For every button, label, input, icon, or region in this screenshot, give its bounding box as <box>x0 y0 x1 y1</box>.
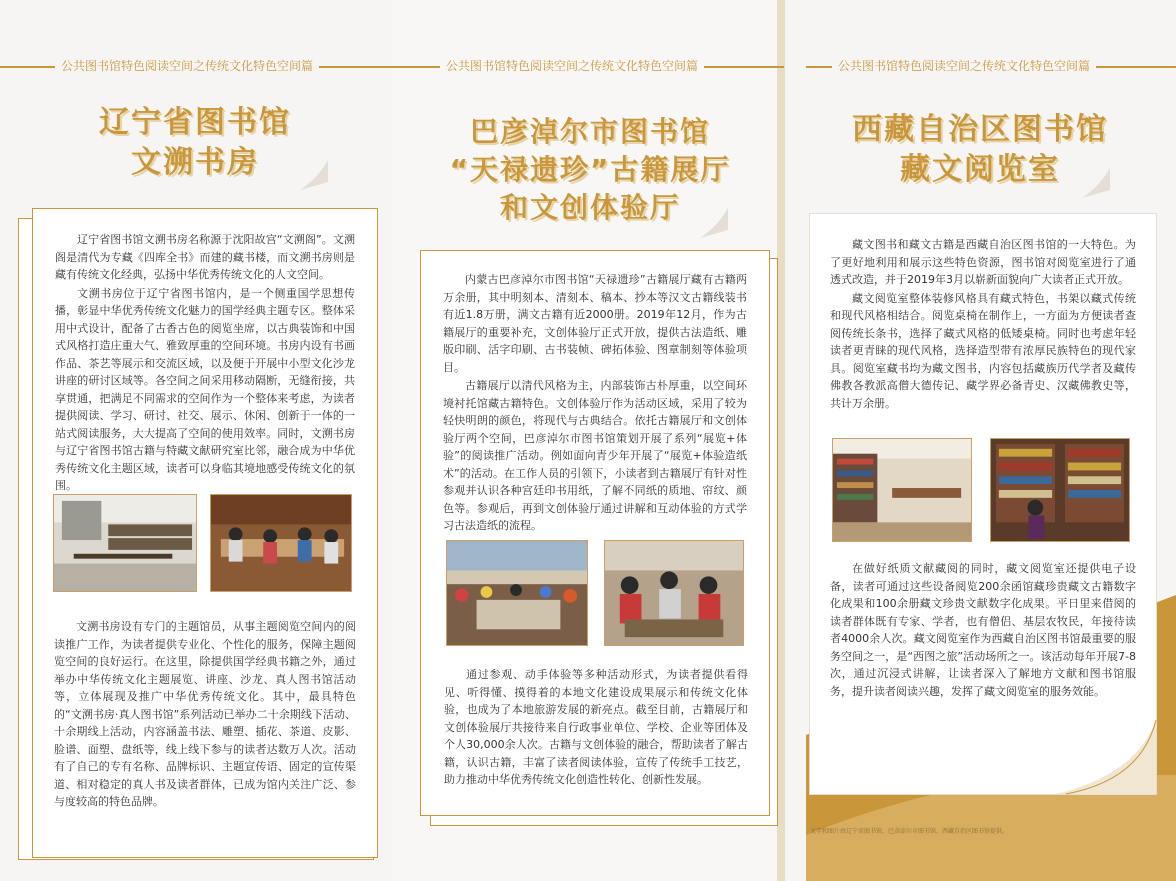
panel2-para3: 通过参观、动手体验等多种活动形式，为读者提供看得见、听得懂、摸得着的本地文化建设成果展示和传统文化体验，也成为了本地旅游发展的新亮点。截至目前，古籍展厅和文创体验展厅共接待来自行政事业单位、学校、企业等团体及个人30,000余人次。古籍与文创体验的融合，帮助读者了解古籍，认识古籍，丰富了读者阅读体验，宣传了传统手工技艺，助力推动中华优秀传统文化创造性转化、创新性发展。 <box>444 668 748 786</box>
panel3-title-line2: 藏文阅览室 <box>900 152 1060 187</box>
panel1-title-line2: 文溯书房 <box>131 145 259 180</box>
panel3-title-line1: 西藏自治区图书馆 <box>852 112 1108 147</box>
photo-credit: 文字和图片由辽宁省图书馆、巴彦淖尔市图书馆、西藏自治区图书馆提供。 <box>810 828 1009 835</box>
fold-corner-icon <box>300 160 330 190</box>
panel3-para2: 藏文阅览室整体装修风格具有藏式特色，书架以藏式传统和现代风格相结合。阅览桌椅在制作上，一方面为方便读者查阅传统长条书，选择了藏式风格的低矮桌椅。同时也考虑年轻读者更青睐的现代风格，选择造型带有浓厚民族特色的现代家具。阅览室藏书均为藏文图书，内容包括藏族历代学者及藏传佛教各教派高僧大德传记、藏学界必备青史、汉藏佛教史等，共计万余册。 <box>830 291 1136 410</box>
panel1-title-line1: 辽宁省图书馆 <box>99 105 291 140</box>
panel1-lower-text <box>54 618 356 811</box>
photo-tibetan-bookshelves <box>990 438 1130 542</box>
header-text-1: 公共图书馆特色阅读空间之传统文化特色空间篇 <box>55 57 319 74</box>
photo-tibetan-reading-room <box>832 438 972 542</box>
fold-corner-icon <box>700 208 730 238</box>
fold-corner-icon <box>1082 168 1112 198</box>
panel3-lower-text <box>830 560 1136 700</box>
panel1-para2: 文溯书房位于辽宁省图书馆内，是一个侧重国学思想传播，彰显中华优秀传统文化魅力的国学经典主题专区。整体采用中式设计，配备了古香古色的阅览坐席，以古典装饰和中国式风格打造庄重大气、雅致厚重的空间环境。书房内设有书画作品、茶艺等展示和交流区域，以及便于开展中小型文化沙龙讲座的研讨区域等。各空间之间采用移动隔断，无缝衔接，共享贯通，把满足不同需求的空间作为一个整体来考虑，为读者提供阅读、学习、研讨、社交、展示、休闲、创新于一体的一站式阅读服务，大大提高了空间的使用效率。同时，文溯书房与辽宁省图书馆古籍与特藏文献研究室比邻，融合成为中华优秀传统文化主题区域，读者可以身临其境地感受传统文化的氛围。 <box>55 286 355 492</box>
header-text-2: 公共图书馆特色阅读空间之传统文化特色空间篇 <box>440 57 704 74</box>
panel1-para3: 文溯书房设有专门的主题馆员，从事主题阅览空间内的阅读推广工作，为读者提供专业化、个性化的服务，保障主题阅览空间的良好运行。在这里，除提供国学经典书籍之外，通过举办中华传统文化主题展览、讲座、沙龙、真人图书馆活动等，立体展现及推广中华优秀传统文化。其中，最具特色的“文溯书房·真人图书馆”系列活动已举办二十余期线下活动、十余期线上活动，内容涵盖书法、雕塑、插花、茶道、皮影、脸谱、面塑、盘纸等，线上线下参与的读者达数万人次。活动有了自己的专有名称、品牌标识、主题宣传语、固定的宣传渠道、相对稳定的真人书及读者群体，已成为馆内关注广泛、参与度较高的特色品牌。 <box>54 620 356 808</box>
panel2-para1: 内蒙古巴彦淖尔市图书馆“天禄遗珍”古籍展厅藏有古籍两万余册，其中明刻本、清刻本、稿本、抄本等汉文古籍线装书有近1.8万册，满文古籍有近2000册。2019年12月，作为古籍展厅的重要补充，文创体验厅正式开放，提供古法造纸、雕版印刷、活字印刷、古书装帧、碑拓体验、图章制刻等体验项目。 <box>443 273 747 374</box>
panel2-title-line2: “天禄遗珍”古籍展厅 <box>449 153 731 186</box>
photo-papermaking-workshop <box>604 540 744 646</box>
panel3-para3: 在做好纸质文献藏阅的同时，藏文阅览室还提供电子设备，读者可通过这些设备阅览200余函馆藏珍贵藏文古籍数字化成果和100余册藏文珍贵文献数字化成果。平日里来借阅的读者群体既有专家、学者，也有僧侣、基层农牧民，年接待读者4000余人次。藏文阅览室作为西藏自治区图书馆最重要的服务空间之一，是“西图之旅”活动场所之一。该活动每年开展7-8次，通过沉浸式讲解，让读者深入了解地方文献和图书馆服务，提升读者阅读兴趣，发挥了藏文阅览室的服务效能。 <box>830 562 1136 698</box>
panel2-title-line3: 和文创体验厅 <box>499 191 680 224</box>
panel1-para1: 辽宁省图书馆文溯书房名称源于沈阳故宫“文溯阁”。文溯阁是清代为专藏《四库全书》而建的藏书楼，而文溯书房则是藏有传统文化经典，弘扬中华优秀传统文化的人文空间。 <box>55 233 355 281</box>
photo-children-activity <box>210 494 352 592</box>
photo-exhibition-hall <box>446 540 588 646</box>
page-gutter <box>777 0 785 881</box>
panel2-lower-text <box>444 666 748 789</box>
panel3-para1: 藏文图书和藏文古籍是西藏自治区图书馆的一大特色。为了更好地利用和展示这些特色资源，图书馆对阅览室进行了通透式改造，并于2019年3月以崭新面貌向广大读者正式开放。 <box>830 238 1136 286</box>
page-curl-icon <box>1056 720 1176 820</box>
photo-reading-room <box>53 494 197 592</box>
panel2-para2: 古籍展厅以清代风格为主，内部装饰古朴厚重，以空间环境衬托馆藏古籍特色。文创体验厅作为活动区域，采用了较为轻快明朗的颜色，将现代与古典结合。依托古籍展厅和文创体验厅两个空间，巴彦淖尔市图书馆策划开展了系列“展览+体验”的阅读推广活动。例如面向青少年开展了“展览+体验造纸术”的活动。在工作人员的引领下，小读者到古籍展厅有针对性参观并认识各种宫廷印书用纸，了解不同纸的质地、帘纹、颜色等。参观后，再到文创体验厅通过讲解和互动体验的方式学习古法造纸的流程。 <box>443 379 747 532</box>
panel2-title-line1: 巴彦淖尔市图书馆 <box>469 115 710 148</box>
header-text-3: 公共图书馆特色阅读空间之传统文化特色空间篇 <box>832 57 1096 74</box>
